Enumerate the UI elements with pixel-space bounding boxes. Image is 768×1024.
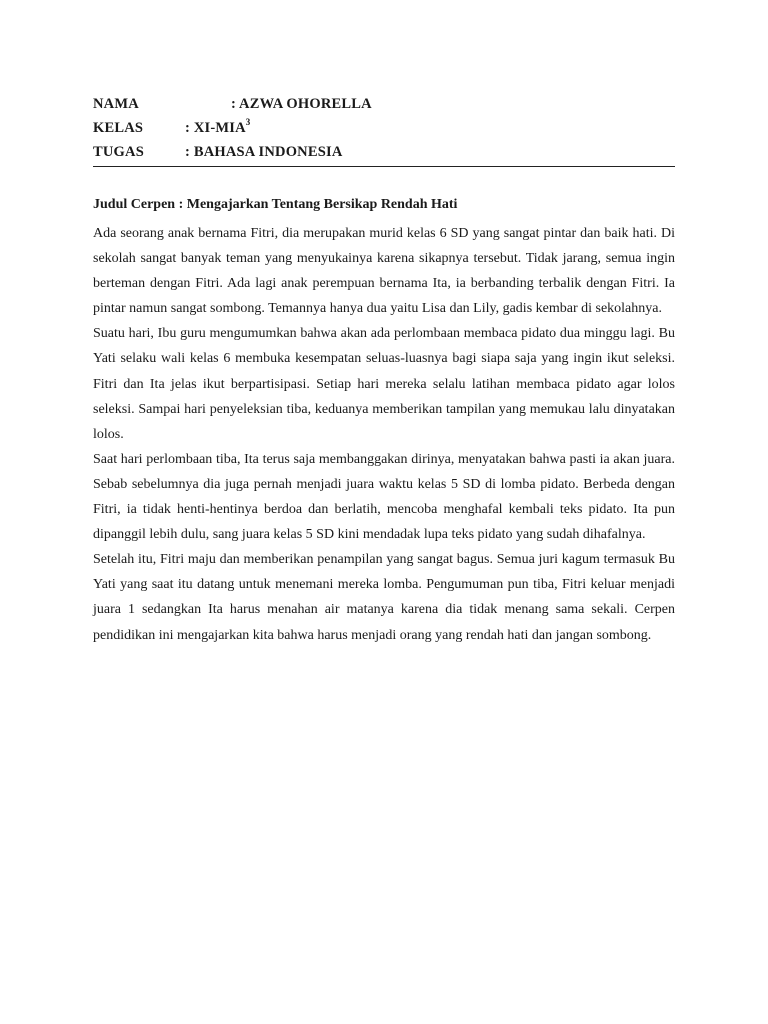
story-paragraph-4: Setelah itu, Fitri maju dan memberikan penampilan yang sangat bagus. Semua juri kagum termasuk Bu Yati yang saat itu datang untuk menemani mereka lomba. Pengumuman pun tiba, Fitri keluar menjadi juara 1 sedangkan Ita harus menahan air matanya karena dia tidak menang sama sekali. Cerpen pendidikan ini mengajarkan kita bahwa harus menjadi orang yang rendah hati dan jangan sombong. — [93, 552, 675, 643]
story-paragraph-3: Saat hari perlombaan tiba, Ita terus saja membanggakan dirinya, menyatakan bahwa pasti ia akan juara. Sebab sebelumnya dia juga pernah menjadi juara waktu kelas 5 SD di lomba pidato. Berbeda dengan Fitri, ia tidak henti-hentinya berdoa dan berlatih, mencoba menghafal kembali teks pidato. Ita pun dipanggil lebih dulu, sang juara kelas 5 SD kini mendadak lupa teks pidato yang sudah dihafalnya. — [93, 451, 675, 543]
class-row — [93, 116, 675, 140]
assignment-value: : BAHASA INDONESIA — [185, 144, 343, 160]
document-page — [93, 92, 675, 648]
student-info-header — [93, 92, 675, 167]
assignment-row — [93, 140, 675, 164]
story-title: Judul Cerpen : Mengajarkan Tentang Bersikap Rendah Hati — [93, 197, 458, 212]
story-paragraph-2: Suatu hari, Ibu guru mengumumkan bahwa akan ada perlombaan membaca pidato dua minggu lagi. Bu Yati selaku wali kelas 6 membuka kesempatan seluas-luasnya bagi siapa saja yang ingin ikut seleksi. Fitri dan Ita jelas ikut berpartisipasi. Setiap hari mereka selalu latihan membaca pidato agar lolos seleksi. Sampai hari penyeleksian tiba, keduanya memberikan tampilan yang memukau lalu dinyatakan lolos. — [93, 326, 675, 442]
class-label: KELAS — [93, 120, 144, 136]
name-row — [93, 92, 675, 116]
story-body — [93, 221, 675, 648]
class-value: : XI-MIA — [185, 120, 246, 136]
class-superscript: 3 — [245, 117, 251, 128]
class-value-wrapper — [185, 116, 251, 140]
assignment-label: TUGAS — [93, 144, 144, 160]
story-paragraph-1: Ada seorang anak bernama Fitri, dia merupakan murid kelas 6 SD yang sangat pintar dan baik hati. Di sekolah sangat banyak teman yang menyukainya karena sikapnya tersebut. Tidak jarang, semua ingin berteman dengan Fitri. Ada lagi anak perempuan bernama Ita, ia berbanding terbalik dengan Fitri. Ia pintar namun sangat sombong. Temannya hanya dua yaitu Lisa dan Lily, gadis kembar di sekolahnya. — [93, 226, 675, 317]
name-label: NAMA — [93, 96, 139, 112]
name-value: : AZWA OHORELLA — [231, 96, 372, 112]
